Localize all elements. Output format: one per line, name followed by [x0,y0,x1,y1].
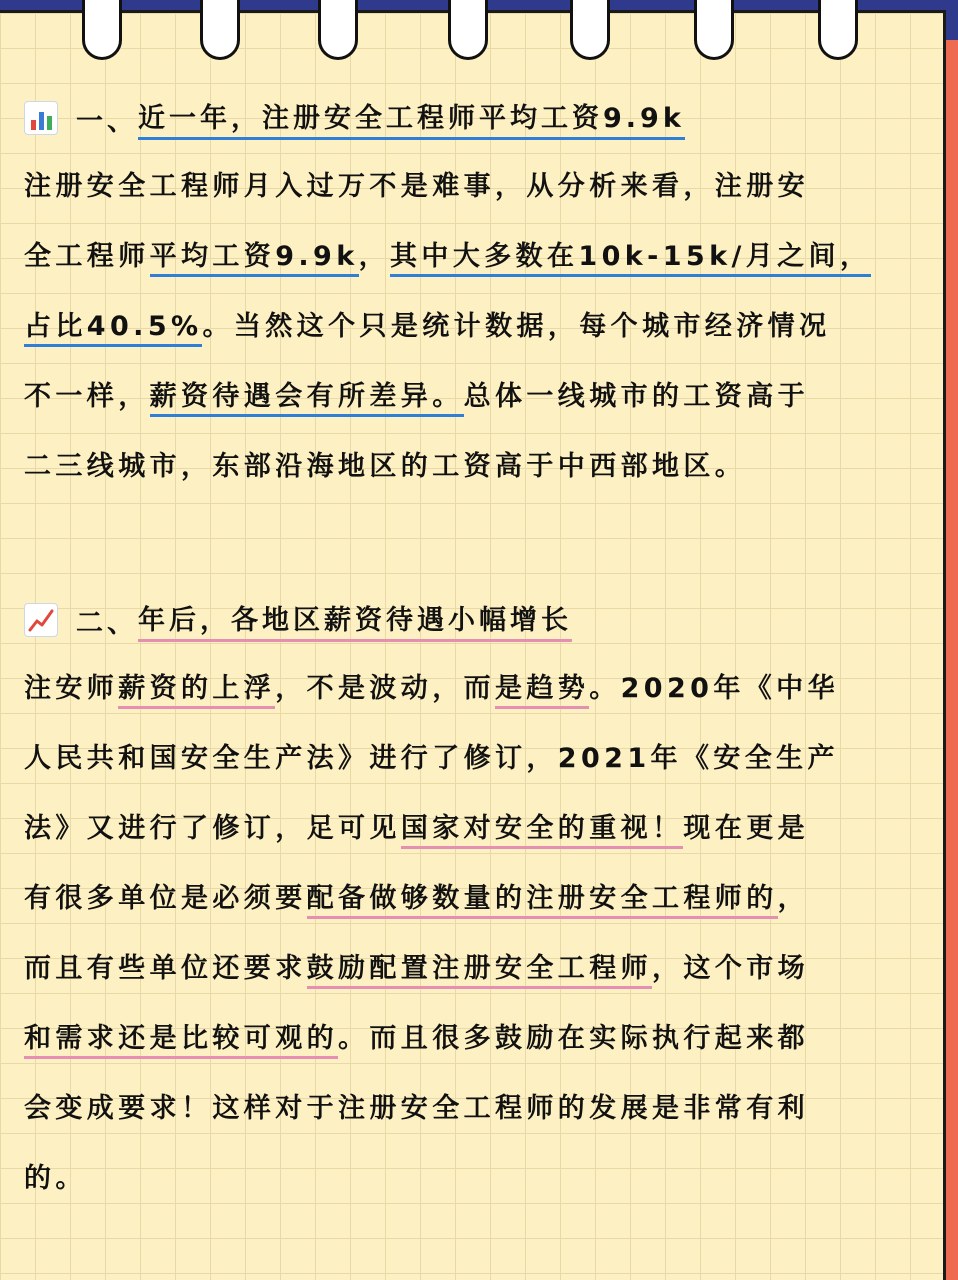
highlighted-text: 鼓励配置注册安全工程师 [307,953,652,989]
highlighted-text: 配备做够数量的注册安全工程师的 [307,883,778,919]
text-span: 注安师 [24,673,119,704]
text-span: 现在更是 [683,813,810,844]
section-heading-prefix: 一、 [76,105,138,137]
text-span: 。2020年《中华 [589,673,839,704]
text-span: 有很多单位是必须要 [24,883,307,914]
binder-ring [318,0,358,60]
text-line [24,1144,914,1214]
article-content [24,92,914,1214]
section-heading-text: 近一年，注册安全工程师平均工资9.9k [138,96,685,140]
text-span: 不一样， [24,381,150,412]
section-heading-1 [24,92,914,144]
binder-ring [82,0,122,60]
text-span: 。当然这个只是统计数据，每个城市经济情况 [202,311,831,342]
text-line [24,222,914,292]
highlighted-text: 占比40.5% [24,311,202,347]
text-line [24,362,914,432]
section-heading-2 [24,594,914,646]
highlighted-text: 薪资的上浮 [118,673,275,709]
text-line [24,934,914,1004]
text-span: 法》又进行了修订，足可见 [24,813,401,844]
section-paragraph-1 [24,152,914,502]
text-line [24,292,914,362]
section-heading-prefix: 二、 [76,607,138,639]
text-span: 人民共和国安全生产法》进行了修订，2021年《安全生产 [24,743,839,774]
text-span: ， [777,883,810,914]
bar-chart-icon [24,101,58,135]
text-span: 。而且很多鼓励在实际执行起来都 [338,1023,809,1054]
text-span: 而且有些单位还要求 [24,953,307,984]
binder-ring [818,0,858,60]
text-line [24,794,914,864]
text-line [24,1004,914,1074]
text-span: ，不是波动，而 [275,673,496,704]
highlighted-text: 其中大多数在10k-15k/月之间， [390,241,871,277]
binder-ring [448,0,488,60]
text-span: 总体一线城市的工资高于 [463,381,810,412]
highlighted-text: 国家对安全的重视！ [401,813,684,849]
text-line [24,1074,914,1144]
text-span: 全工程师 [24,241,150,272]
text-span: ， [358,241,391,272]
highlighted-text: 和需求还是比较可观的 [24,1023,338,1059]
text-line [24,432,914,502]
highlighted-text: 薪资待遇会有所差异。 [150,381,464,417]
section-heading-text: 年后，各地区薪资待遇小幅增长 [138,598,572,642]
text-span: 的。 [24,1163,87,1194]
text-line [24,654,914,724]
text-span: ，这个市场 [652,953,810,984]
highlighted-text: 是趋势 [495,673,589,709]
page-edge-accent [944,40,958,1280]
highlighted-text: 平均工资9.9k [150,241,359,277]
text-span: 二三线城市，东部沿海地区的工资高于中西部地区。 [24,451,747,482]
text-line [24,864,914,934]
binder-ring [570,0,610,60]
section-paragraph-2 [24,654,914,1214]
text-span: 注册安全工程师月入过万不是难事，从分析来看，注册安 [24,171,809,202]
text-line [24,152,914,222]
trending-up-icon [24,603,58,637]
binder-ring [694,0,734,60]
binder-ring [200,0,240,60]
text-line [24,724,914,794]
text-span: 会变成要求！这样对于注册安全工程师的发展是非常有利 [24,1093,809,1124]
